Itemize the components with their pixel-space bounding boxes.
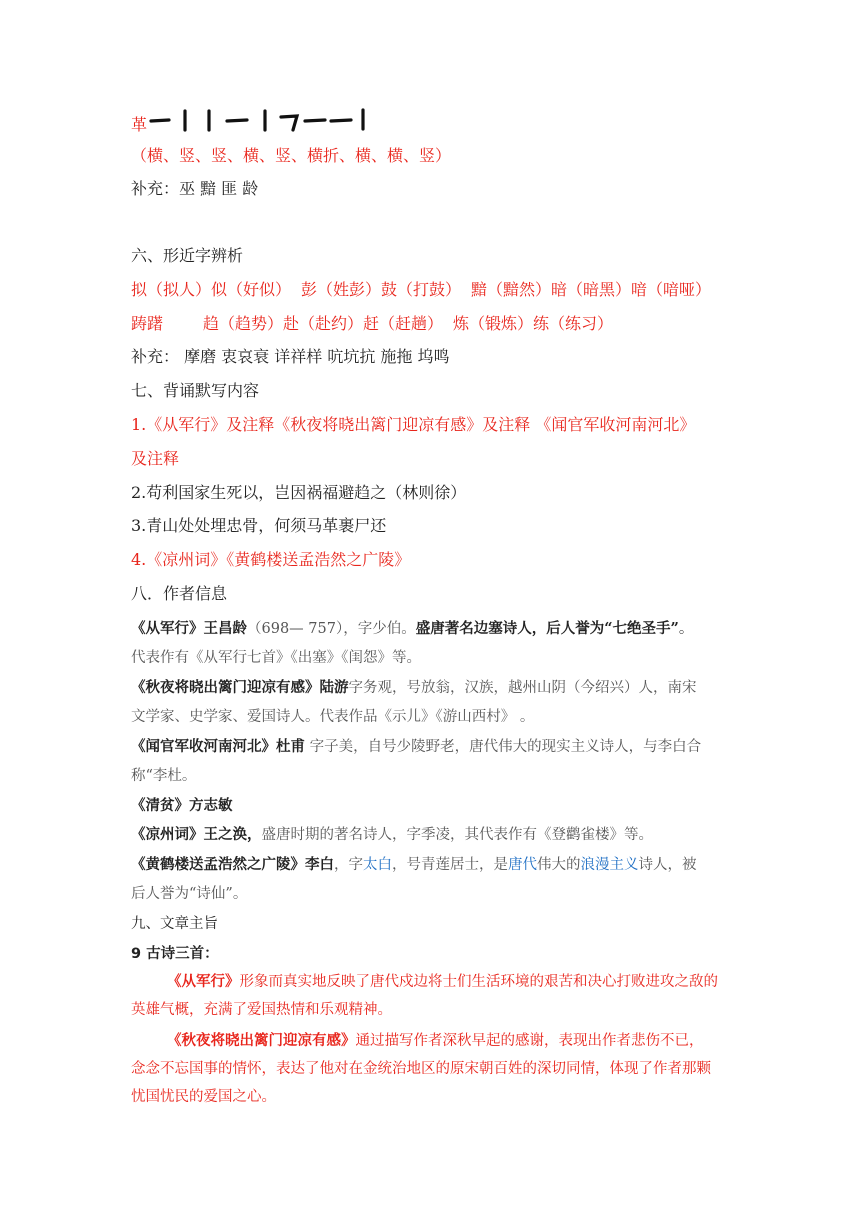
handwritten-stroke-order-icon xyxy=(149,108,375,134)
section-9-subtitle: 9 古诗三首： xyxy=(131,946,219,962)
theme-congjunxing xyxy=(167,971,718,993)
section-8-title: 八．作者信息 xyxy=(131,584,228,603)
theme-qiuye xyxy=(167,1030,704,1052)
similar-chars-group: 踌躇 xyxy=(131,314,164,333)
recitation-item-4: 4.《凉州词》《黄鹤楼送孟浩然之广陵》 xyxy=(131,550,411,569)
similar-chars-group: 炼（锻炼）练（练习） xyxy=(453,314,614,333)
author-highlight: 盛唐著名边塞诗人，后人誉为“七绝圣手” xyxy=(415,620,679,637)
link-langmanzhuyi[interactable]: 浪漫主义 xyxy=(580,857,639,873)
punctuation: 。 xyxy=(678,621,694,637)
link-tangdai[interactable]: 唐代 xyxy=(508,857,537,873)
theme-title: 《从军行》 xyxy=(167,973,240,990)
author-text: ，字 xyxy=(334,857,363,873)
section-7-title: 七、背诵默写内容 xyxy=(131,381,260,400)
link-taibai[interactable]: 太白 xyxy=(363,857,392,873)
stroke-order-line xyxy=(131,108,375,136)
author-luyou-cont: 文学家、史学家、爱国诗人。代表作品《示儿》《游山西村》 。 xyxy=(131,709,535,725)
theme-qiuye-cont: 念念不忘国事的情怀，表达了他对在金统治地区的原宋朝百姓的深切同情，体现了作者那颗 xyxy=(131,1061,711,1077)
author-text: （698— 757），字少伯。 xyxy=(247,621,416,637)
recitation-item-1: 1.《从军行》及注释《秋夜将晓出篱门迎凉有感》及注释 《闻官军收河南河北》 xyxy=(131,415,696,434)
author-wangchangling xyxy=(131,618,693,640)
author-text: 诗人，被 xyxy=(638,857,697,873)
similar-chars-group: 彭（姓彭）鼓（打鼓） xyxy=(301,280,462,299)
recitation-item-3: 3.青山处处埋忠骨，何须马革裹尸还 xyxy=(131,516,387,535)
theme-qiuye-cont-2: 忧国忧民的爱国之心。 xyxy=(131,1089,276,1105)
author-wangzhihuan xyxy=(131,824,653,846)
author-text: 伟大的 xyxy=(537,857,581,873)
author-luyou xyxy=(131,677,697,699)
recitation-item-2: 2.苟利国家生死以，岂因祸福避趋之（林则徐） xyxy=(131,483,467,502)
author-fangzhimin: 《清贫》方志敏 xyxy=(131,797,233,814)
similar-chars-row-2 xyxy=(131,313,613,335)
supplement-line: 补充：巫 黯 匪 龄 xyxy=(131,179,259,198)
theme-title: 《秋夜将晓出篱门迎凉有感》 xyxy=(167,1032,356,1049)
similar-chars-group: 拟（拟人）似（好似） xyxy=(131,280,292,299)
author-title: 《黄鹤楼送孟浩然之广陵》李白 xyxy=(131,856,334,873)
stroke-char: 革 xyxy=(131,115,148,134)
author-libai xyxy=(131,854,697,876)
theme-congjunxing-cont: 英雄气概，充满了爱国热情和乐观精神。 xyxy=(131,1002,392,1018)
author-text: 字务观，号放翁，汉族，越州山阴（今绍兴）人，南宋 xyxy=(348,680,697,696)
author-title: 《闻官军收河南河北》杜甫 xyxy=(131,738,305,755)
author-libai-cont: 后人誉为“诗仙”。 xyxy=(131,886,248,902)
author-text: ，号青莲居士，是 xyxy=(392,857,508,873)
similar-chars-group: 趋（趋势）赴（赴约）赶（赶趟） xyxy=(203,314,444,333)
section-9-title: 九、文章主旨 xyxy=(131,916,218,932)
author-title: 《从军行》王昌龄 xyxy=(131,620,247,637)
recitation-item-1-cont: 及注释 xyxy=(131,449,180,468)
section-6-title: 六、形近字辨析 xyxy=(131,246,244,265)
author-text: 盛唐时期的著名诗人，字季凌，其代表作有《登鹳雀楼》等。 xyxy=(261,827,653,843)
similar-chars-group: 黯（黯然）暗（暗黑）喑（喑哑） xyxy=(471,280,712,299)
author-wangchangling-cont: 代表作有《从军行七首》《出塞》《闺怨》等。 xyxy=(131,650,421,666)
author-title: 《凉州词》王之涣， xyxy=(131,826,262,843)
author-title: 《秋夜将晓出篱门迎凉有感》陆游 xyxy=(131,679,349,696)
stroke-names: （横、竖、竖、横、竖、横折、横、横、竖） xyxy=(131,146,452,165)
similar-chars-row-1 xyxy=(131,279,711,301)
author-dufu xyxy=(131,736,701,758)
similar-chars-supplement: 补充： 摩磨 衷哀衰 详祥样 吭坑抗 施拖 坞鸣 xyxy=(131,347,450,366)
author-dufu-cont: 称“李杜。 xyxy=(131,768,197,784)
author-text: 字子美，自号少陵野老，唐代伟大的现实主义诗人，与李白合 xyxy=(305,739,702,755)
theme-text: 通过描写作者深秋早起的感谢，表现出作者悲伤不已， xyxy=(355,1033,704,1049)
theme-text: 形象而真实地反映了唐代戍边将士们生活环境的艰苦和决心打败进攻之敌的 xyxy=(239,974,718,990)
